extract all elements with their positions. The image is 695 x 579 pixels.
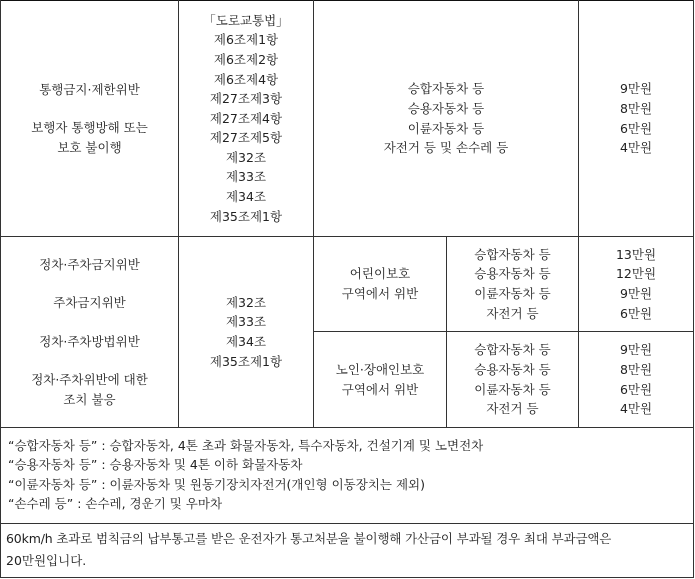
zone-b-amount-line: 6만원 <box>619 381 653 397</box>
row1-vehicle-line: 승용자동차 등 <box>407 100 485 116</box>
surcharge-note <box>6 528 690 572</box>
zone-b-name-cell <box>314 332 446 427</box>
zone-a-vehicle-line: 자전거 등 <box>486 305 539 321</box>
vehicle-definitions <box>8 436 688 514</box>
row1-violation-line: 통행금지·제한위반 <box>39 81 140 97</box>
zone-b-vehicle-cell <box>447 332 578 427</box>
row1-law-line: 제34조 <box>225 189 267 205</box>
zone-a-amount-line: 6만원 <box>619 305 653 321</box>
zone-a-amount-cell <box>579 237 693 331</box>
zone-a-name-cell <box>314 237 446 331</box>
row1-violation-line: 보호 불이행 <box>57 139 122 155</box>
definition-line: “승용자동차 등” : 승용자동차 및 4톤 이하 화물자동차 <box>8 457 303 473</box>
zone-b-amount-cell <box>579 332 693 427</box>
notes-divider <box>0 523 694 524</box>
zone-b-vehicle-line: 이륜자동차 등 <box>474 381 551 397</box>
zone-b-vehicle-line: 승합자동차 등 <box>474 342 551 358</box>
zone-b-name-line: 구역에서 위반 <box>341 381 419 397</box>
row2-law-line: 제33조 <box>225 314 267 330</box>
surcharge-note-line: 20만원입니다. <box>6 553 87 568</box>
row1-amount-line: 8만원 <box>619 100 653 116</box>
zone-a-vehicle-line: 이륜자동차 등 <box>474 286 551 301</box>
row1-amount-cell <box>579 1 693 236</box>
zone-b-amount-line: 8만원 <box>619 361 653 377</box>
row1-vehicle-cell <box>314 1 578 236</box>
row1-amount-line: 4만원 <box>619 140 653 156</box>
row2-violation-line: 주차금지위반 <box>53 295 126 311</box>
zone-a-vehicle-cell <box>447 237 578 331</box>
row1-law-line: 제33조 <box>225 169 267 185</box>
definition-line: “이륜자동차 등” : 이륜자동차 및 원동기장치자전거(개인형 이동장치는 제외) <box>8 476 425 492</box>
row2-violation-line: 조치 불응 <box>63 391 116 407</box>
table-bottom-border <box>0 577 694 578</box>
row1-amount-line: 6만원 <box>619 120 653 136</box>
row1-law-line: 「도로교통법」 <box>203 12 289 28</box>
row1-law-line: 제35조제1항 <box>209 208 283 224</box>
row2-violation-cell <box>1 237 178 427</box>
row2-law-cell <box>179 237 313 427</box>
row1-vehicle-line: 자전거 등 및 손수레 등 <box>383 140 509 156</box>
row2-law-line: 제32조 <box>225 294 267 310</box>
zone-b-amount-line: 9만원 <box>619 342 653 358</box>
row1-amount-line: 9만원 <box>619 81 653 97</box>
zone-b-amount-line: 4만원 <box>619 401 653 417</box>
row2-law-line: 제35조제1항 <box>209 353 283 369</box>
row2-violation-line: 정차·주차위반에 대한 <box>31 372 148 388</box>
row2-violation-line: 정차·주차방법위반 <box>39 333 140 349</box>
row-divider-2 <box>0 427 694 428</box>
zone-a-name-line: 어린이보호 <box>349 266 411 282</box>
row1-law-line: 제27조제3항 <box>209 91 283 107</box>
row1-law-line: 제27조제4항 <box>209 110 283 126</box>
zone-b-name-line: 노인·장애인보호 <box>335 361 425 377</box>
row1-law-line: 제6조제1항 <box>213 32 279 48</box>
row1-violation-cell <box>1 1 178 236</box>
zone-a-vehicle-line: 승용자동차 등 <box>474 266 551 282</box>
row2-law-line: 제34조 <box>225 334 267 349</box>
row1-vehicle-line: 승합자동차 등 <box>407 81 485 97</box>
zone-b-vehicle-line: 승용자동차 등 <box>474 361 551 377</box>
surcharge-note-line: 60km/h 초과로 범칙금의 납부통고를 받은 운전자가 통고처분을 불이행해 가산금이 부과될 경우 최대 부과금액은 <box>6 531 612 546</box>
zone-a-vehicle-line: 승합자동차 등 <box>474 246 551 262</box>
definition-line: “손수레 등” : 손수레, 경운기 및 우마차 <box>8 496 223 512</box>
row2-violation-line: 정차·주차금지위반 <box>39 256 140 272</box>
row1-vehicle-line: 이륜자동차 등 <box>407 120 485 136</box>
zone-a-name-line: 구역에서 위반 <box>341 286 419 301</box>
row1-law-line: 제6조제2항 <box>213 51 279 67</box>
zone-b-vehicle-line: 자전거 등 <box>486 401 539 417</box>
row1-law-cell <box>179 4 313 233</box>
table-right-border <box>693 0 694 578</box>
zone-a-amount-line: 13만원 <box>615 246 657 262</box>
row1-violation-line: 보행자 통행방해 또는 <box>31 120 148 136</box>
zone-a-amount-line: 12만원 <box>615 266 657 282</box>
definition-line: “승합자동차 등” : 승합자동차, 4톤 초과 화물자동차, 특수자동차, 건설기계 및 노면전차 <box>8 438 484 453</box>
row1-law-line: 제32조 <box>225 149 267 165</box>
row1-law-line: 제6조제4항 <box>213 71 279 87</box>
zone-a-amount-line: 9만원 <box>619 286 653 301</box>
row1-law-line: 제27조제5항 <box>209 130 283 146</box>
